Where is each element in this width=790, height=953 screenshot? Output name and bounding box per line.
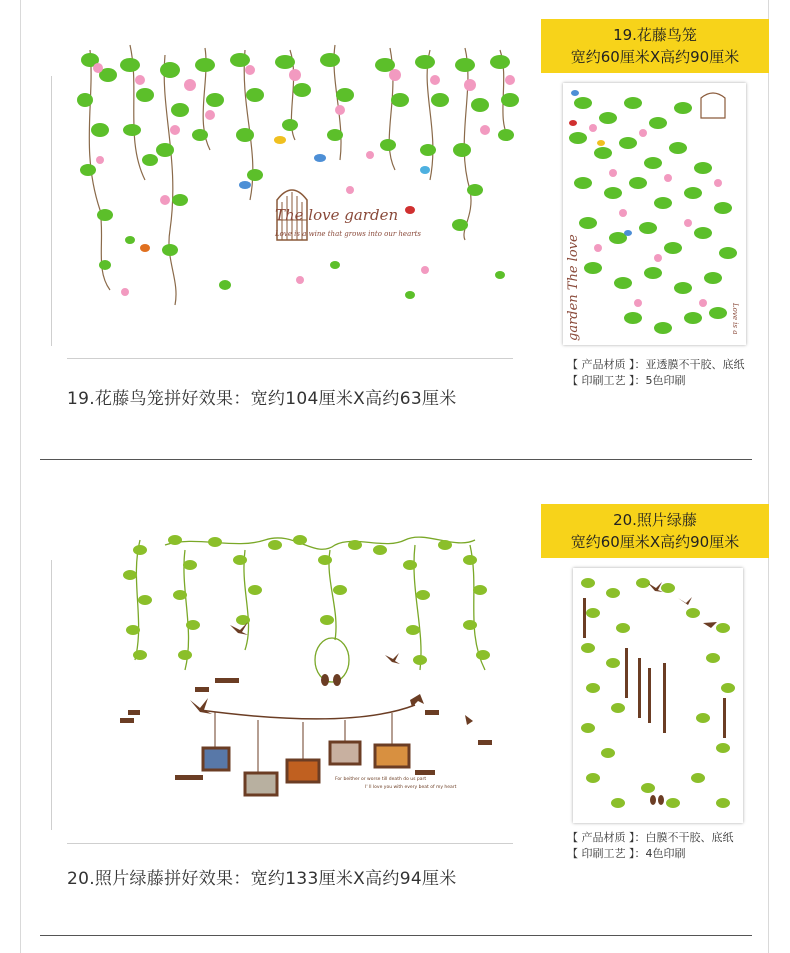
decal-text-line2: I' ll love you with every beat of my heart <box>365 785 457 790</box>
section-guide-line <box>51 76 52 346</box>
print-label: 【 印刷工艺 】： <box>567 374 646 387</box>
product-size: 宽约60厘米X高约90厘米 <box>570 533 740 551</box>
sheet-artwork <box>563 83 746 345</box>
sheet-right-text: Love is a <box>731 303 739 335</box>
material-value: 亚透膜不干胶、底纸 <box>645 358 745 371</box>
section-guide-line <box>51 560 52 830</box>
decal-subtext: Love is a wine that grows into our hearts <box>275 230 421 238</box>
material-value: 白膜不干胶、底纸 <box>645 831 734 844</box>
material-label: 【 产品材质 】： <box>567 831 646 844</box>
product-spec <box>567 357 745 389</box>
caption-divider <box>67 843 513 844</box>
product-title-box <box>541 19 769 73</box>
product-size: 宽约60厘米X高约90厘米 <box>570 48 740 66</box>
product-title: 19.花藤鸟笼 <box>613 26 697 44</box>
product-title-box <box>541 504 769 558</box>
flower-vine-birdcage-decal-image <box>70 40 525 315</box>
decal-text-line1: For beither or worse till death do us part <box>335 777 427 782</box>
decal-heading: The love garden <box>275 206 399 224</box>
product-spec <box>567 830 734 862</box>
product-section-20 <box>0 460 790 953</box>
product-title: 20.照片绿藤 <box>613 511 697 529</box>
caption-divider <box>67 358 513 359</box>
product-section-19 <box>0 0 790 460</box>
sheet-side-text: garden The love <box>566 234 581 341</box>
assembled-size-caption: 19.花藤鸟笼拼好效果：宽约104厘米X高约63厘米 <box>67 389 457 409</box>
print-value: 4色印刷 <box>645 847 686 860</box>
print-label: 【 印刷工艺 】： <box>567 847 646 860</box>
print-value: 5色印刷 <box>645 374 686 387</box>
photo-green-vine-decal-image <box>115 530 500 800</box>
product-sheet-image <box>563 83 746 345</box>
product-sheet-image <box>573 568 743 823</box>
section-divider <box>40 935 752 936</box>
sheet-artwork <box>573 568 743 823</box>
material-label: 【 产品材质 】： <box>567 358 646 371</box>
assembled-size-caption: 20.照片绿藤拼好效果：宽约133厘米X高约94厘米 <box>67 869 457 889</box>
